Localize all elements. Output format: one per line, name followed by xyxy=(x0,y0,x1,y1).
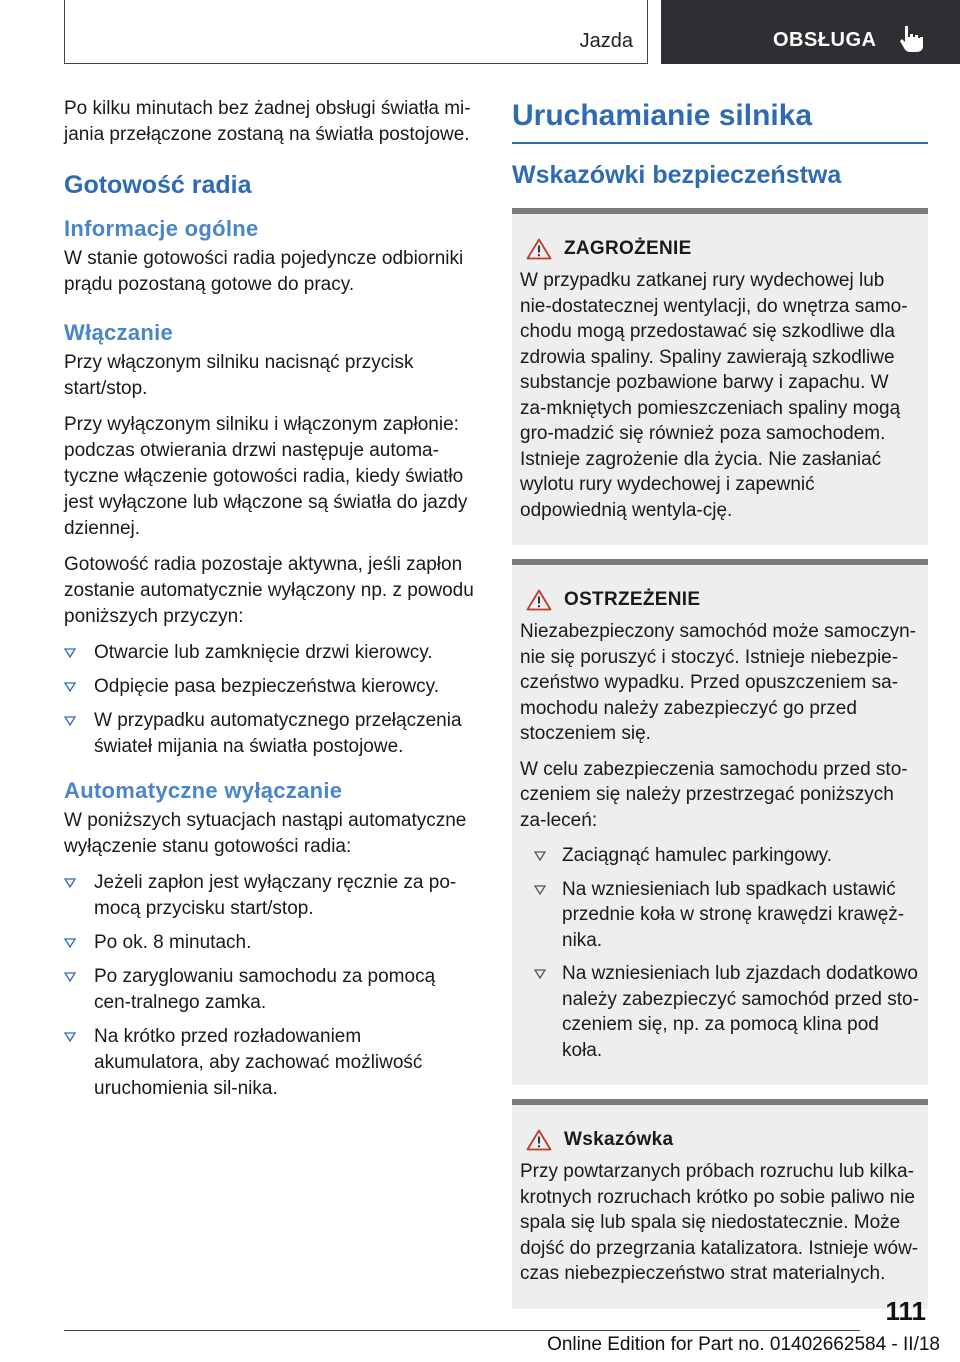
footer-edition-text: Online Edition for Part no. 01402662584 - II/18 xyxy=(547,1334,940,1355)
safety-notes-heading: Wskazówki bezpieczeństwa xyxy=(512,161,842,189)
list-item-text: Po zaryglowaniu samochodu za pomocą cen-tralnego zamka. xyxy=(94,966,436,1013)
list-item-text: Odpięcie pasa bezpieczeństwa kierowcy. xyxy=(94,676,439,697)
warning-triangle-icon xyxy=(526,1129,552,1151)
list-item xyxy=(64,930,476,956)
heading-divider xyxy=(512,142,928,144)
list-item-text: Otwarcie lub zamknięcie drzwi kierowcy. xyxy=(94,642,433,663)
header-section-title: Jazda xyxy=(579,30,633,52)
footer-divider xyxy=(64,1330,860,1331)
switch-on-paragraph-3: Gotowość radia pozostaje aktywna, jeśli zapłon zostanie automatycznie wyłączony np. z powodu poniższych przyczyn: xyxy=(64,554,474,627)
list-item xyxy=(64,870,476,922)
notice-box xyxy=(512,1099,928,1309)
warning-list xyxy=(520,843,920,1063)
list-item-text: Po ok. 8 minutach. xyxy=(94,932,252,953)
danger-title: ZAGROŻENIE xyxy=(564,238,692,259)
triangle-bullet-icon xyxy=(64,1032,76,1042)
triangle-bullet-icon xyxy=(64,938,76,948)
triangle-bullet-icon xyxy=(534,885,546,895)
pointing-hand-icon xyxy=(899,24,925,54)
triangle-bullet-icon xyxy=(64,716,76,726)
warning-paragraph-2: W celu zabezpieczenia samochodu przed sto-czeniem się należy przestrzegać poniższych za-leceń: xyxy=(520,758,908,831)
triangle-bullet-icon xyxy=(64,878,76,888)
list-item xyxy=(520,877,920,954)
list-item xyxy=(520,961,920,1063)
danger-box xyxy=(512,208,928,545)
list-item xyxy=(64,640,476,666)
general-info-text: W stanie gotowości radia pojedyncze odbiorniki prądu pozostaną gotowe do pracy. xyxy=(64,248,464,295)
warning-triangle-icon xyxy=(526,589,552,611)
notice-text: Przy powtarzanych próbach rozruchu lub kilka-krotnych rozruchach krótko po sobie paliwo nie spala się lub spala się niedostatecznie. Może dojść do przegrzania katalizatora. Istnieje wów-czas niebezpieczeństwo strat materialnych. xyxy=(520,1161,919,1284)
list-item-text: W przypadku automatycznego przełączenia świateł mijania na światła postojowe. xyxy=(94,710,462,757)
left-column xyxy=(64,96,476,1112)
warning-title: OSTRZEŻENIE xyxy=(564,589,701,610)
danger-text: W przypadku zatkanej rury wydechowej lub nie-dostatecznej wentylacji, do wnętrza samo-chodu mogą przedostawać się szkodliwe dla zdrowia spaliny. Spaliny zawierają szkodliwe substancje pozbawione barwy i zapachu. W za-mkniętych pomieszczeniach spaliny mogą gro-madzić się również poza samochodem. Istnieje zagrożenie dla życia. Nie zasłaniać wylotu rury wydechowej i zapewnić odpowiednią wentyla-cję. xyxy=(520,270,908,521)
auto-off-text: W poniższych sytuacjach nastąpi automatyczne wyłączenie stanu gotowości radia: xyxy=(64,810,467,857)
list-item xyxy=(64,708,476,760)
intro-paragraph: Po kilku minutach bez żadnej obsługi światła mi-jania przełączone zostaną na światła postojowe. xyxy=(64,98,471,145)
triangle-bullet-icon xyxy=(534,969,546,979)
header-chapter-label: OBSŁUGA xyxy=(773,29,877,51)
triangle-bullet-icon xyxy=(64,682,76,692)
header-chapter-tab xyxy=(661,0,960,64)
triangle-bullet-icon xyxy=(64,648,76,658)
auto-off-heading: Automatyczne wyłączanie xyxy=(64,778,343,803)
engine-start-heading: Uruchamianie silnika xyxy=(512,99,813,132)
list-item-text: Na wzniesieniach lub zjazdach dodatkowo należy zabezpieczyć samochód przed sto-czeniem się, np. za pomocą klina pod koła. xyxy=(562,963,919,1061)
switch-on-list xyxy=(64,640,476,760)
list-item xyxy=(520,843,920,869)
switch-on-heading: Włączanie xyxy=(64,320,174,345)
list-item-text: Na krótko przed rozładowaniem akumulatora, aby zachować możliwość uruchomienia sil-nika. xyxy=(94,1026,423,1099)
radio-readiness-heading: Gotowość radia xyxy=(64,171,252,199)
list-item-text: Jeżeli zapłon jest wyłączany ręcznie za po-mocą przycisku start/stop. xyxy=(94,872,457,919)
warning-triangle-icon xyxy=(526,238,552,260)
list-item xyxy=(64,1024,476,1102)
list-item-text: Zaciągnąć hamulec parkingowy. xyxy=(562,845,833,866)
warning-box xyxy=(512,559,928,1085)
auto-off-list xyxy=(64,870,476,1102)
switch-on-paragraph-2: Przy wyłączonym silniku i włączonym zapłonie: podczas otwierania drzwi następuje automa-tyczne włączenie gotowości radia, kiedy światło jest wyłączone lub włączone są światła do jazdy dziennej. xyxy=(64,414,468,539)
list-item xyxy=(64,674,476,700)
triangle-bullet-icon xyxy=(64,972,76,982)
page-number: 111 xyxy=(885,1296,926,1326)
right-column xyxy=(512,96,928,1323)
triangle-bullet-icon xyxy=(534,851,546,861)
switch-on-paragraph-1: Przy włączonym silniku nacisnąć przycisk start/stop. xyxy=(64,352,414,399)
general-info-heading: Informacje ogólne xyxy=(64,216,259,241)
warning-paragraph-1: Niezabezpieczony samochód może samoczyn-nie się poruszyć i stoczyć. Istnieje niebezpie-czeństwo wypadku. Przed opuszczeniem sa-mochodu należy zabezpieczyć go przed stoczeniem się. xyxy=(520,621,917,744)
list-item xyxy=(64,964,476,1016)
notice-title: Wskazówka xyxy=(564,1129,674,1150)
header-section-box xyxy=(64,0,648,64)
list-item-text: Na wzniesieniach lub spadkach ustawić przednie koła w stronę krawędzi krawęż-nika. xyxy=(562,878,905,951)
